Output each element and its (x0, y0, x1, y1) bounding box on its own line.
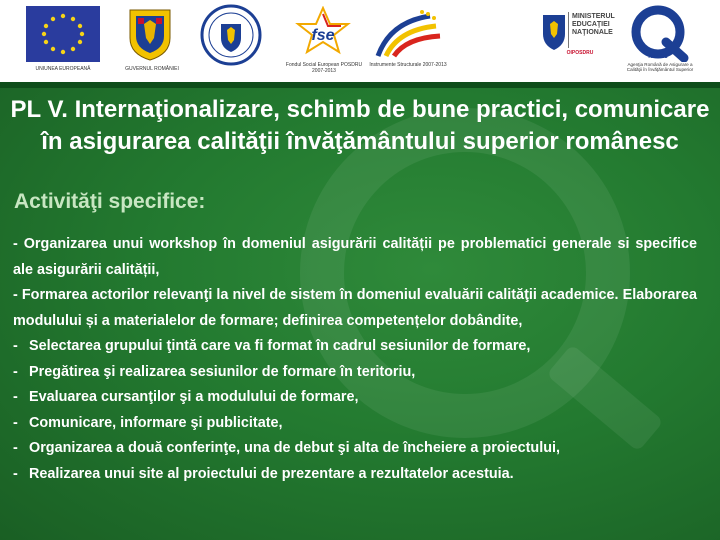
fse-caption: Fondul Social European POSDRU 2007-2013 (285, 62, 363, 74)
list-item: - Selectarea grupului ţintă care va fi format în cadrul sesiunilor de formare, (13, 338, 531, 354)
is-caption: Instrumente Structurale 2007-2013 (369, 62, 447, 68)
slide-title: PL V. Internaţionalizare, schimb de bune practici, comunicare în asigurarea calităţii învăţământului superior românesc (10, 96, 710, 155)
svg-text:ARACIS: ARACIS (648, 54, 668, 60)
section-subtitle: Activităţi specifice: (14, 190, 206, 213)
list-item: - Organizarea a două conferinţe, una de debut şi alta de încheiere a proiectului, (13, 440, 560, 456)
paragraph-workshop: - Organizarea unui workshop în domeniul asigurării calității pe problematici generale si specifice ale asigurării calității, (13, 236, 697, 278)
aracis-q-logo (628, 4, 690, 62)
ministry-divider (568, 12, 569, 48)
ministry-crest-logo (540, 12, 568, 52)
list-item: - Pregătirea şi realizarea sesiunilor de formare în teritoriu, (13, 363, 416, 380)
government-seal-logo (200, 4, 262, 66)
logo-banner (0, 0, 720, 82)
slide-body (13, 232, 697, 487)
fse-logo (292, 6, 354, 58)
list-item: - Realizarea unui site al proiectului de prezentare a rezultatelor acestuia. (13, 465, 514, 482)
ministry-name: MINISTERUL EDUCAŢIEI NAŢIONALE (572, 13, 615, 36)
coat-of-arms-logo (124, 4, 176, 62)
eu-flag-logo (26, 6, 100, 62)
eu-caption: UNIUNEA EUROPEANĂ (35, 66, 91, 72)
paragraph-training: - Formarea actorilor relevanţi la nivel de sistem în domeniul evaluării calităţii academice. Elaborarea modulului și a materialelor de formare; definirea competențelor dobândite, (13, 287, 697, 329)
svg-text:fse: fse (311, 27, 335, 44)
structural-instruments-logo (370, 6, 446, 60)
list-item: - Comunicare, informare şi publicitate, (13, 414, 283, 431)
gov-caption: GUVERNUL ROMÂNIEI (125, 66, 179, 72)
ministry-sub: OIPOSDRU (566, 50, 594, 56)
list-item: - Evaluarea cursanţilor şi a modulului de formare, (13, 389, 359, 405)
aracis-caption: Agenţia Română de Asigurare a Calităţii în Învăţământul Superior (626, 62, 694, 72)
